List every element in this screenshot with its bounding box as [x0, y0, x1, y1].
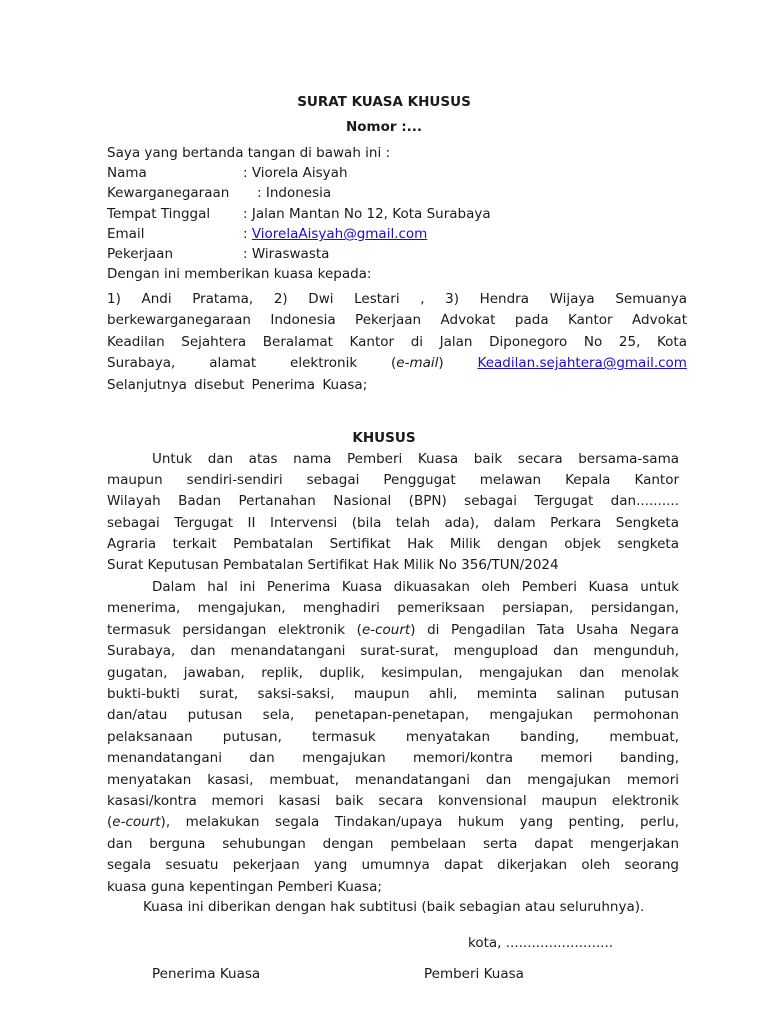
para1-line: sebagai Tergugat II Intervensi (bila telah ada), dalam Perkara Sengketa — [107, 515, 679, 531]
intro-text: Saya yang bertanda tangan di bawah ini : — [107, 145, 391, 161]
kuasa-intro: Dengan ini memberikan kuasa kepada: — [107, 266, 372, 282]
para2-line: Surabaya, dan menandatangani surat-surat, mengupload dan mengunduh, — [107, 643, 679, 659]
para2-line: bukti-bukti surat, saksi-saksi, maupun ahli, meminta salinan putusan — [107, 686, 679, 702]
field-pekerjaan-label: Pekerjaan — [107, 246, 174, 262]
para2-line: termasuk persidangan elektronik (e-court) di Pengadilan Tata Usaha Negara — [107, 622, 679, 638]
penerima-line: 1) Andi Pratama, 2) Dwi Lestari , 3) Hendra Wijaya Semuanya — [107, 291, 687, 307]
para2-line: dan berguna sehubungan dengan pembelaan serta dapat mengerjakan — [107, 836, 679, 852]
field-kewarganegaraan-value: : Indonesia — [257, 185, 332, 201]
field-nama-label: Nama — [107, 165, 147, 181]
field-tempat-tinggal-value: : Jalan Mantan No 12, Kota Surabaya — [243, 206, 491, 222]
penerima-line: Surabaya, alamat elektronik (e-mail) Keadilan.sejahtera@gmail.com — [107, 355, 687, 371]
email-link[interactable]: ViorelaAisyah@gmail.com — [251, 226, 428, 242]
para2-line: menandatangani dan mengajukan memori/kontra memori banding, — [107, 750, 679, 766]
field-nama-value: : Viorela Aisyah — [243, 165, 348, 181]
para2-line: (e-court), melakukan segala Tindakan/upaya hukum yang penting, perlu, — [107, 814, 679, 830]
para1-line: Surat Keputusan Pembatalan Sertifikat Hak Milik No 356/TUN/2024 — [107, 557, 559, 573]
page-title: SURAT KUASA KHUSUS — [297, 94, 471, 110]
para2-line: pelaksanaan putusan, termasuk menyatakan banding, membuat, — [107, 729, 679, 745]
khusus-heading: KHUSUS — [352, 430, 416, 446]
para1-line: maupun sendiri-sendiri sebagai Penggugat melawan Kepala Kantor — [107, 472, 679, 488]
para2-line: dan/atau putusan sela, penetapan-penetapan, mengajukan permohonan — [107, 707, 679, 723]
para1-line: Untuk dan atas nama Pemberi Kuasa baik secara bersama-sama — [152, 451, 679, 467]
advokat-email-link[interactable]: Keadilan.sejahtera@gmail.com — [477, 355, 687, 371]
para2-line: kuasa guna kepentingan Pemberi Kuasa; — [107, 879, 382, 895]
field-email-value: : ViorelaAisyah@gmail.com — [243, 226, 428, 242]
signature-penerima: Penerima Kuasa — [152, 966, 261, 982]
para2-line: gugatan, jawaban, replik, duplik, kesimpulan, mengajukan dan menolak — [107, 665, 679, 681]
para1-line: Wilayah Badan Pertanahan Nasional (BPN) sebagai Tergugat dan.......... — [107, 493, 679, 509]
para2-line: kasasi/kontra memori kasasi baik secara konvensional maupun elektronik — [107, 793, 679, 809]
penerima-line: Selanjutnya disebut Penerima Kuasa; — [107, 377, 368, 393]
place-date: kota, ......................... — [468, 935, 614, 951]
para2-line: segala sesuatu pekerjaan yang umumnya dapat dikerjakan oleh seorang — [107, 857, 679, 873]
field-email-label: Email — [107, 226, 145, 242]
penerima-line: berkewarganegaraan Indonesia Pekerjaan Advokat pada Kantor Advokat — [107, 312, 687, 328]
document-number: Nomor :... — [345, 119, 423, 135]
field-tempat-tinggal-label: Tempat Tinggal — [107, 206, 211, 222]
para2-line: menerima, mengajukan, menghadiri pemeriksaan persiapan, persidangan, — [107, 600, 679, 616]
field-pekerjaan-value: : Wiraswasta — [243, 246, 330, 262]
field-kewarganegaraan-label: Kewarganegaraan — [107, 185, 230, 201]
para1-line: Agraria terkait Pembatalan Sertifikat Hak Milik dengan objek sengketa — [107, 536, 679, 552]
substitusi-text: Kuasa ini diberikan dengan hak subtitusi (baik sebagian atau seluruhnya). — [143, 899, 645, 915]
para2-line: Dalam hal ini Penerima Kuasa dikuasakan oleh Pemberi Kuasa untuk — [152, 579, 679, 595]
para2-line: menyatakan kasasi, membuat, menandatangani dan mengajukan memori — [107, 772, 679, 788]
signature-pemberi: Pemberi Kuasa — [424, 966, 524, 982]
penerima-line: Keadilan Sejahtera Beralamat Kantor di Jalan Diponegoro No 25, Kota — [107, 334, 687, 350]
